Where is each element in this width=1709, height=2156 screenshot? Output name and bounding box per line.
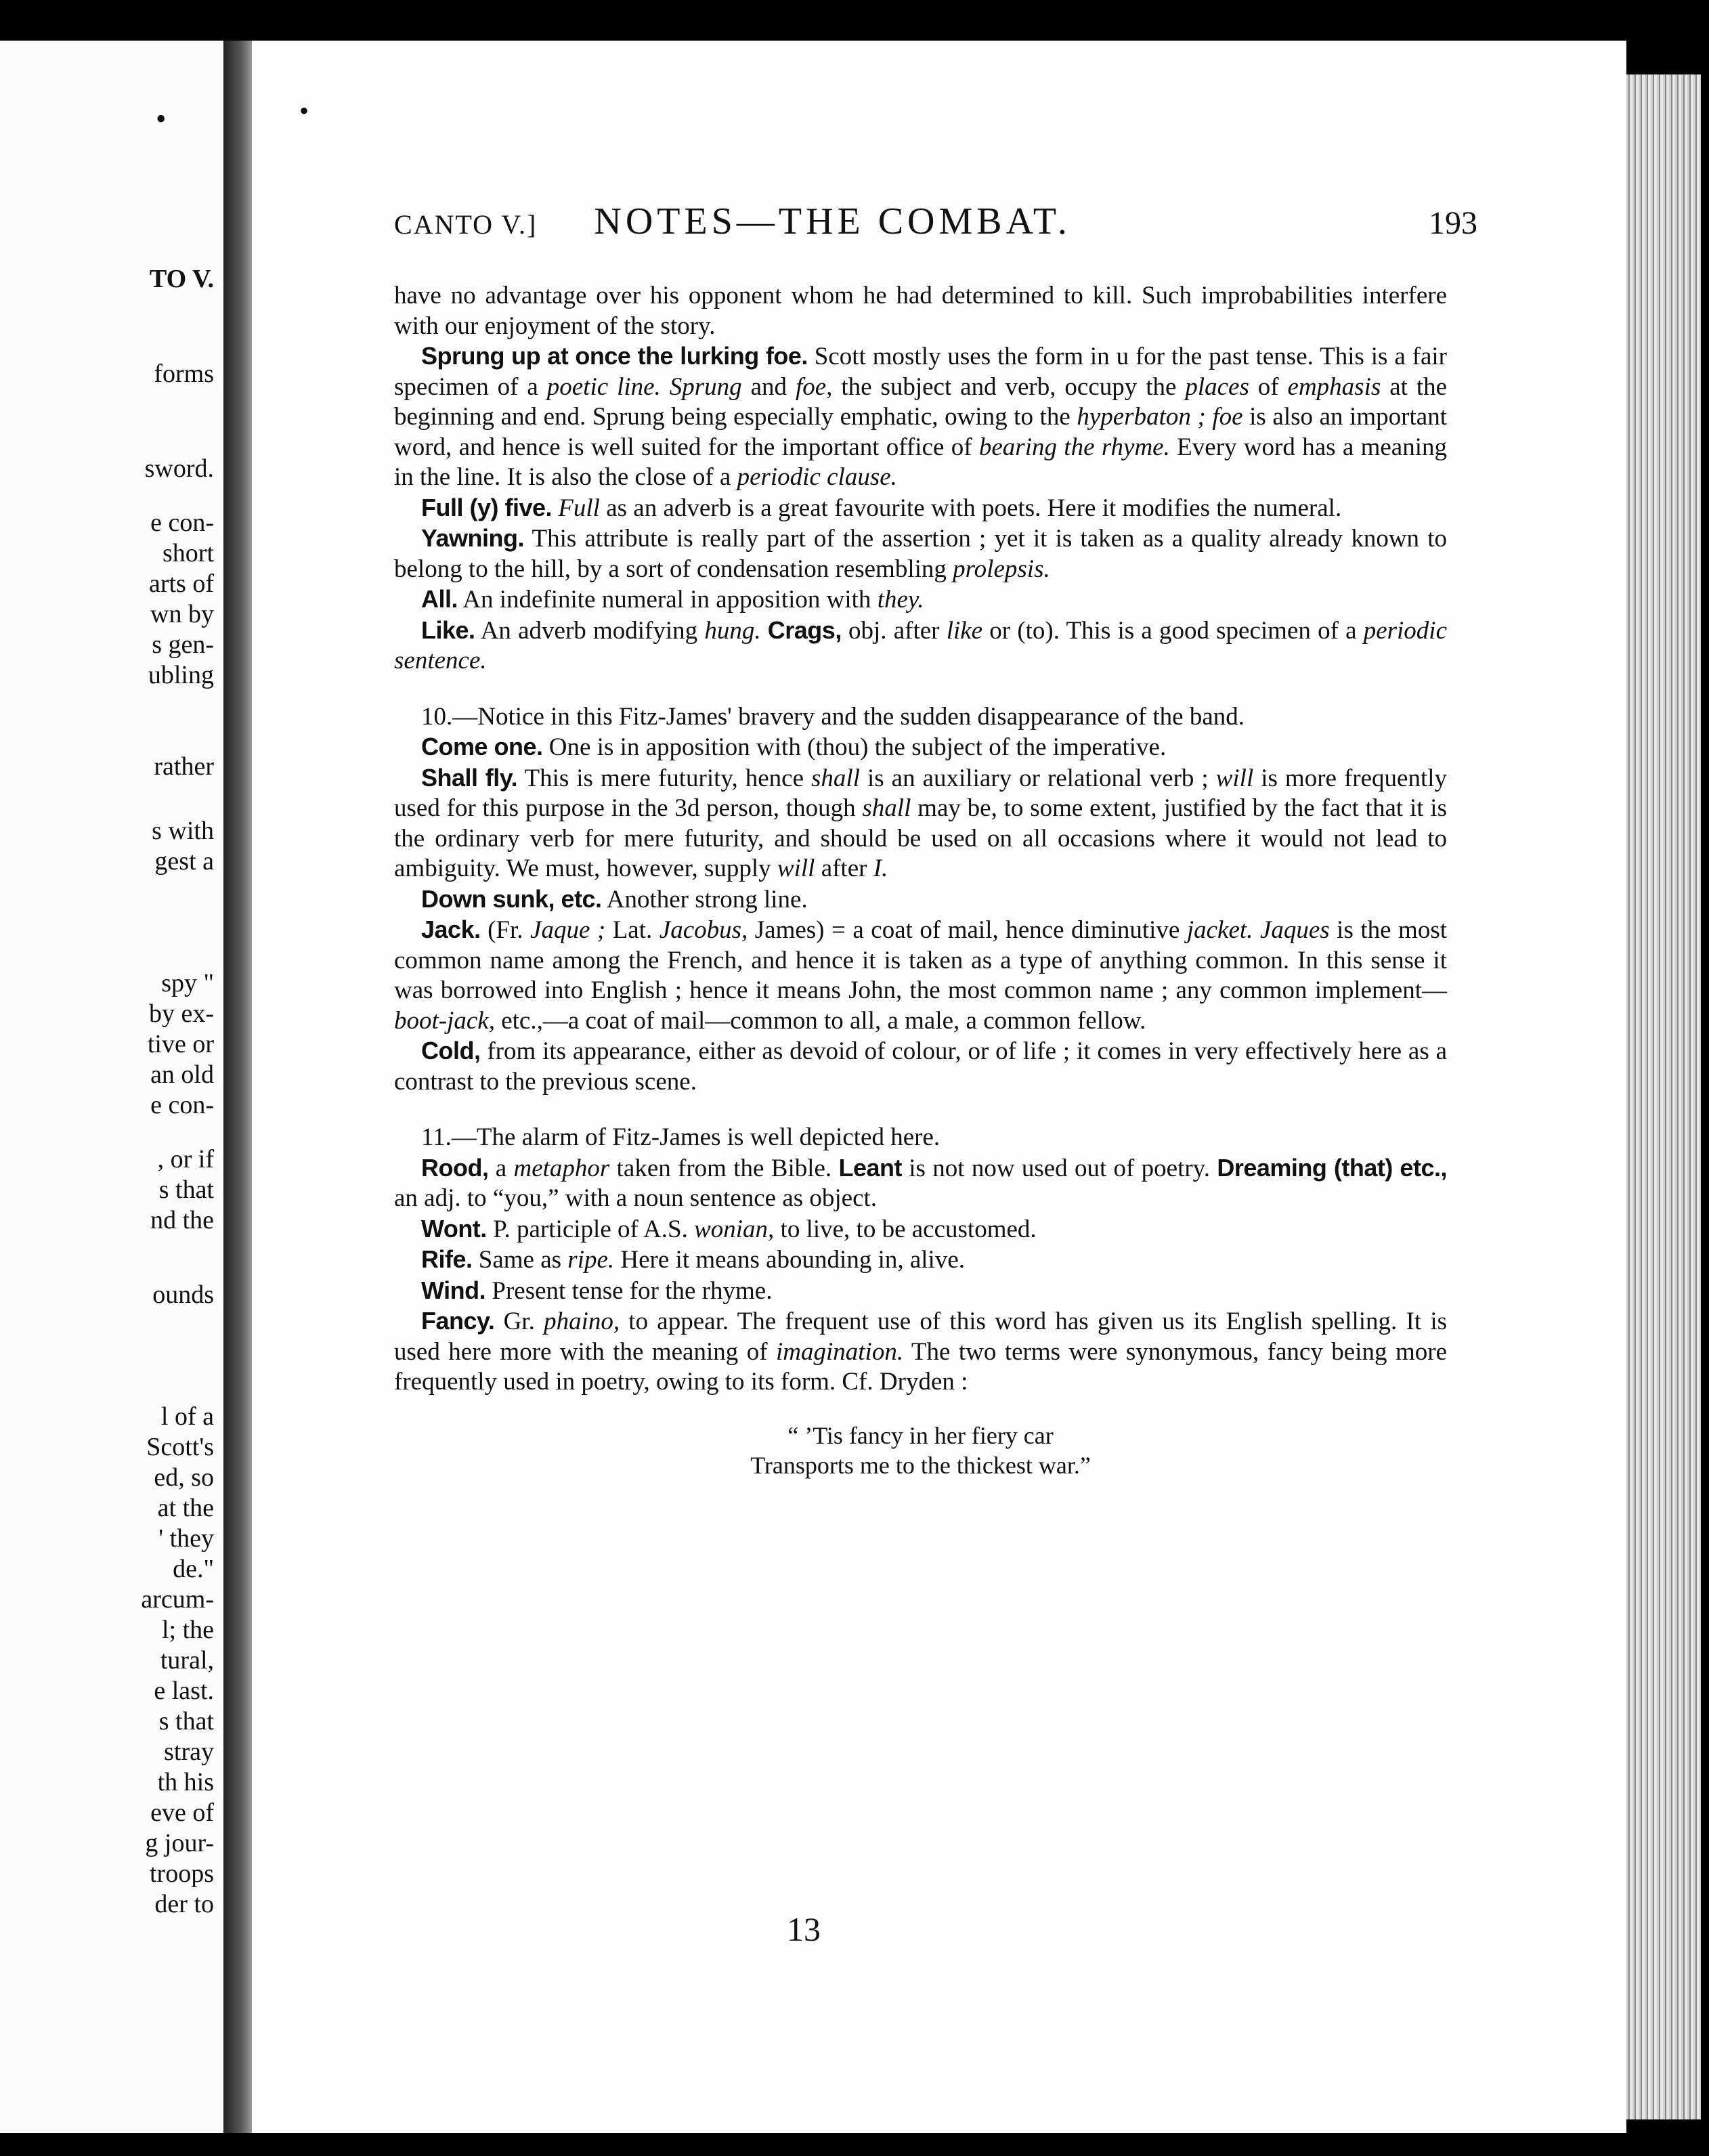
page-dot-mark: • <box>156 102 167 135</box>
left-page-text-fragment: an old <box>150 1060 214 1089</box>
note-headword: Cold, <box>421 1037 481 1064</box>
left-page-text-fragment: forms <box>154 360 214 388</box>
note-entry: Down sunk, etc. Another strong line. <box>421 884 808 913</box>
left-page-text-fragment: ubling <box>148 661 214 689</box>
note-entry: Cold, from its appearance, either as devoid of colour, or of life ; it comes in very effectively here as a contrast to the previous scene. <box>394 1037 1447 1096</box>
left-page-text-fragment: e last. <box>154 1677 214 1705</box>
left-page-text-fragment: Scott's <box>146 1433 214 1461</box>
note-headword: Yawning. <box>421 524 525 552</box>
note-entry: Shall fly. This is mere futurity, hence shall is an auxiliary or relational verb ; will is more frequently used for this purpose in the 3d person, though shall may be, to some extent, justified by the fact that it is the ordinary verb for mere futurity, and should be used on all occasions where it would not lead to ambiguity. We must, however, supply will after I. <box>394 763 1448 882</box>
left-page-text-fragment: l; the <box>161 1616 214 1644</box>
notes-text <box>394 281 1447 1480</box>
left-page-text-fragment: wn by <box>150 600 214 628</box>
note-headword: Shall fly. <box>421 763 518 792</box>
left-page-text-fragment: TO V. <box>149 265 214 293</box>
note-headword: Jack. <box>421 915 481 943</box>
left-page-text-fragment: rather <box>154 752 214 781</box>
note-headword: Rood, <box>421 1153 489 1182</box>
left-page-text-fragment: e con- <box>150 1091 214 1119</box>
left-page-text-fragment: troops <box>150 1859 214 1888</box>
paragraph: have no advantage over his opponent whom he had determined to kill. Such improbabilities interfere with our enjoyment of the story. <box>394 282 1447 340</box>
running-head <box>394 200 1477 243</box>
book-gutter <box>223 41 252 2133</box>
section-paragraph: 10.—Notice in this Fitz-James' bravery and the sudden disappearance of the band. <box>421 702 1245 731</box>
left-page-text-fragment: ' they <box>158 1524 214 1553</box>
left-page-text-fragment: arts of <box>148 569 214 598</box>
left-page-text-fragment: short <box>163 539 214 567</box>
left-page-text-fragment: tural, <box>160 1646 214 1675</box>
note-headword: Wont. <box>421 1214 487 1243</box>
note-entry: Like. An adverb modifying hung. Crags, obj. after like or (to). This is a good specimen of a periodic sentence. <box>394 616 1448 674</box>
note-entry: Fancy. Gr. phaino, to appear. The frequent use of this word has given us its English spelling. It is used here more with the meaning of imagination. The two terms were synonymous, fancy being more frequently used in poetry, owing to its form. Cf. Dryden : <box>394 1307 1447 1396</box>
left-page-text-fragment: stray <box>164 1738 214 1766</box>
quote-line: “ ’Tis fancy in her fiery car <box>787 1421 1054 1449</box>
note-headword: Come one. <box>421 733 543 760</box>
note-headword: Full (y) five. <box>421 493 553 521</box>
main-page <box>252 41 1626 2133</box>
left-facing-page <box>0 41 225 2133</box>
note-headword: Fancy. <box>421 1307 495 1335</box>
dryden-quotation <box>394 1421 1447 1480</box>
book-spine-edge <box>1626 74 1701 2119</box>
left-page-text-fragment: sword. <box>144 454 214 483</box>
signature-mark: 13 <box>787 1910 821 1948</box>
left-page-text-fragment: g jour- <box>145 1829 214 1857</box>
note-entry: Come one. One is in apposition with (thou) the subject of the imperative. <box>421 733 1167 761</box>
left-page-text-fragment: s that <box>158 1176 214 1204</box>
note-entry: All. An indefinite numeral in apposition with they. <box>421 585 924 613</box>
note-entry: Yawning. This attribute is really part of the assertion ; yet it is taken as a quality already known to belong to the hill, by a sort of condensation resembling prolepsis. <box>394 524 1447 583</box>
left-page-text-fragment: ed, so <box>154 1463 214 1492</box>
note-entry: Rood, a metaphor taken from the Bible. Leant is not now used out of poetry. Dreaming (that) etc., an adj. to “you,” with a noun sentence as object. <box>394 1153 1447 1212</box>
note-headword: Crags, <box>767 616 842 644</box>
canto-label: CANTO V.] <box>394 209 538 240</box>
left-page-text-fragment: th his <box>157 1768 214 1796</box>
left-page-text-fragment: l of a <box>160 1402 214 1431</box>
left-page-text-fragment: der to <box>154 1890 214 1918</box>
left-page-text-fragment: tive or <box>147 1030 214 1058</box>
left-page-text-fragment: ounds <box>152 1280 214 1309</box>
note-entry: Wind. Present tense for the rhyme. <box>421 1276 773 1305</box>
note-entry: Jack. (Fr. Jaque ; Lat. Jacobus, James) = a coat of mail, hence diminutive jacket. Jaques is the most common name among the French, and hence it is taken as a type of anything common. In this sense it was borrowed into English ; hence it means John, the most common name ; any common implement—boot-jack, etc.,—a coat of mail—common to all, a male, a common fellow. <box>394 915 1448 1035</box>
note-entry: Full (y) five. Full as an adverb is a great favourite with poets. Here it modifies the numeral. <box>421 493 1342 522</box>
left-page-text-fragment: gest a <box>154 847 214 876</box>
note-headword: Down sunk, etc. <box>421 884 602 913</box>
left-page-text-fragment: , or if <box>157 1145 214 1173</box>
left-page-text-fragment: s that <box>158 1707 214 1735</box>
left-page-text-fragment: nd the <box>150 1206 214 1234</box>
note-headword: All. <box>421 585 458 613</box>
quote-line: Transports me to the thickest war.” <box>750 1451 1091 1479</box>
left-page-text-fragment: s with <box>152 817 214 845</box>
left-page-text-fragment: spy " <box>161 969 214 997</box>
note-headword: Rife. <box>421 1245 473 1273</box>
left-page-text-fragment: s gen- <box>152 630 214 659</box>
note-headword: Dreaming (that) etc., <box>1217 1153 1447 1182</box>
left-page-text-fragment: eve of <box>150 1798 214 1827</box>
note-entry: Rife. Same as ripe. Here it means abounding in, alive. <box>421 1245 966 1274</box>
note-headword: Like. <box>421 616 475 644</box>
left-page-text-fragment: arcum- <box>141 1585 214 1614</box>
section-paragraph: 11.—The alarm of Fitz-James is well depicted here. <box>421 1123 940 1151</box>
left-page-text-fragment: e con- <box>150 509 214 537</box>
page-dot-mark: • <box>299 95 309 126</box>
note-entry: Sprung up at once the lurking foe. Scott mostly uses the form in u for the past tense. This is a fair specimen of a poetic line. Sprung and foe, the subject and verb, occupy the places of emphasis at the beginning and end. Sprung being especially emphatic, owing to the hyperbaton ; foe is also an important word, and hence is well suited for the important office of bearing the rhyme. Every word has a meaning in the line. It is also the close of a periodic clause. <box>394 342 1448 491</box>
left-page-text-fragment: at the <box>157 1494 214 1522</box>
page-number: 193 <box>1429 205 1477 241</box>
left-page-text-fragment: by ex- <box>148 999 214 1028</box>
page-title: NOTES—THE COMBAT. <box>594 200 1071 242</box>
note-headword: Wind. <box>421 1276 486 1304</box>
left-page-text-fragment: de." <box>173 1555 214 1583</box>
note-headword: Sprung up at once the lurking foe. <box>421 342 808 370</box>
note-headword: Leant <box>838 1153 902 1182</box>
note-entry: Wont. P. participle of A.S. wonian, to live, to be accustomed. <box>421 1214 1037 1243</box>
